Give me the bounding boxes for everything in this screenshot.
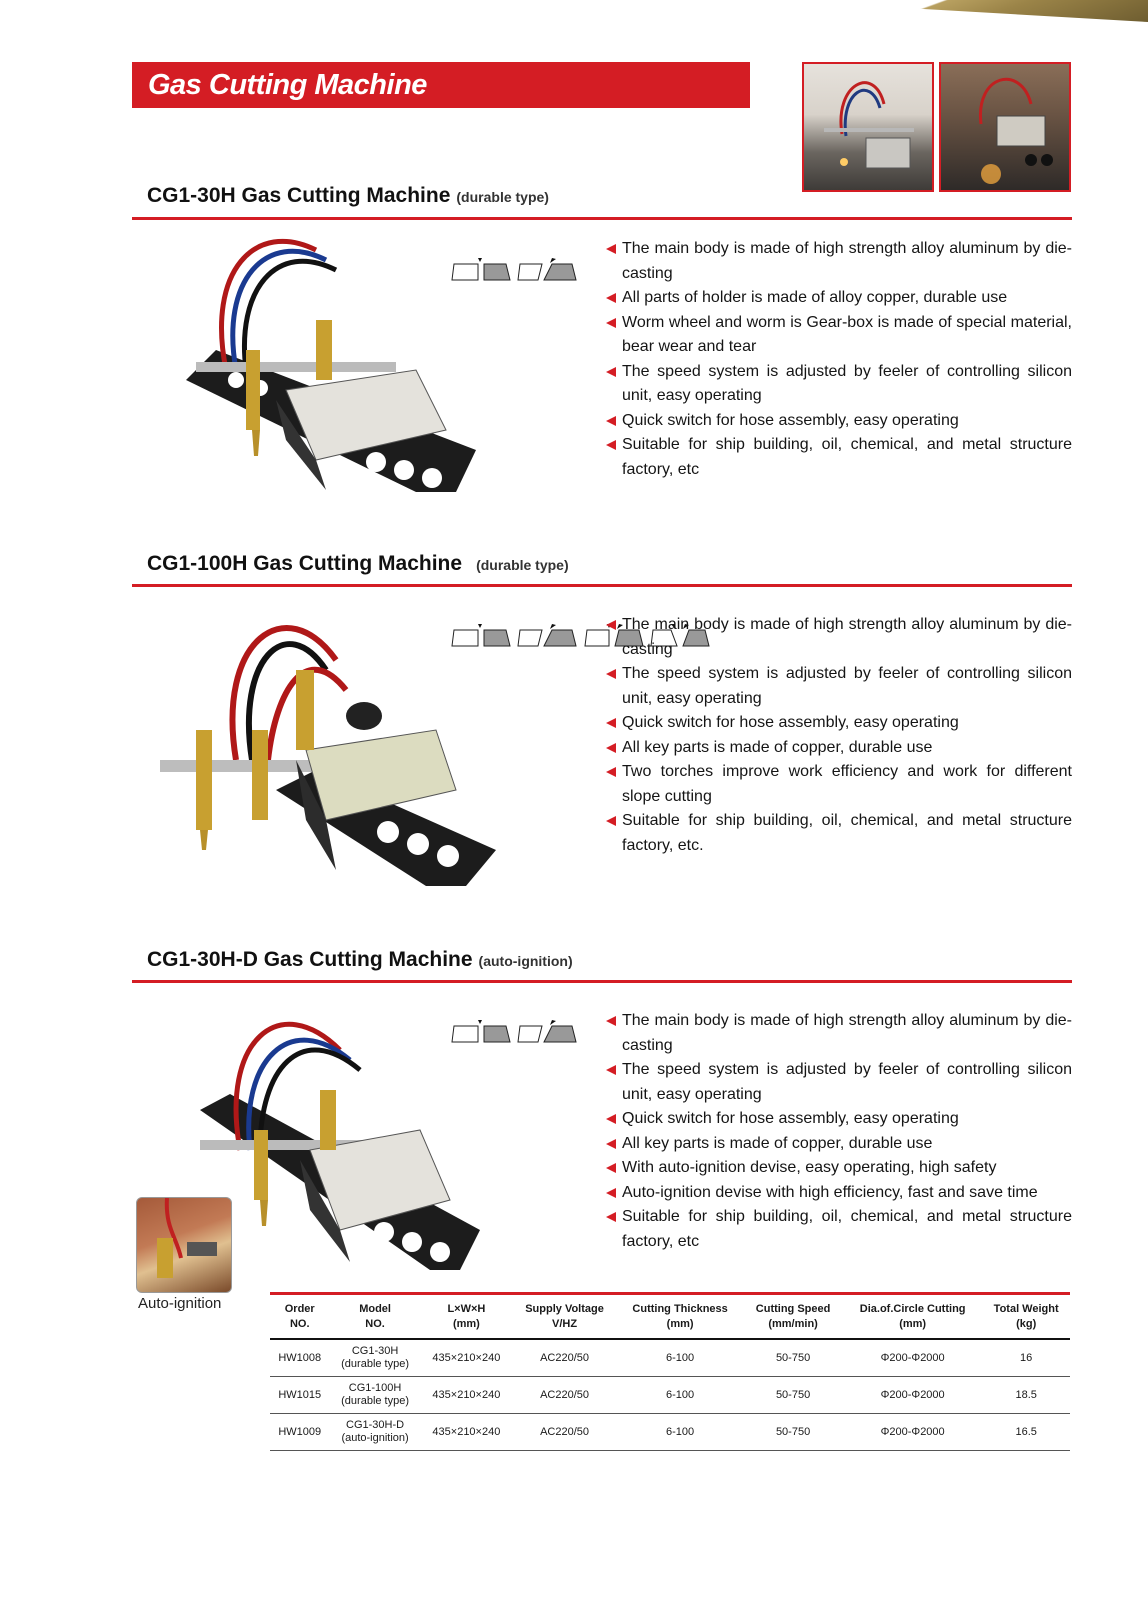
cell-order: HW1008 [270,1339,329,1377]
section-subtitle: (durable type) [456,189,549,205]
corner-decoration [768,0,1148,22]
cell-voltage: AC220/50 [512,1377,617,1414]
feature-item [606,662,1072,711]
feature-item [606,736,1072,761]
section-divider [132,980,1072,983]
feature-text: The speed system is adjusted by feeler of controlling silicon unit, easy operating [622,362,1072,404]
section-heading: CG1-30H-D Gas Cutting Machine [147,948,473,971]
feature-text: The main body is made of high strength alloy aluminum by die-casting [622,1012,1072,1054]
feature-item [606,360,1072,409]
cell-thickness: 6-100 [617,1339,743,1377]
feature-text: Quick switch for hose assembly, easy operating [622,411,959,429]
feature-text: Suitable for ship building, oil, chemical, and metal structure factory, etc. [622,812,1072,854]
cell-voltage: AC220/50 [512,1414,617,1451]
section-divider [132,217,1072,220]
cell-dims: 435×210×240 [421,1339,512,1377]
feature-text: The speed system is adjusted by feeler of controlling silicon unit, easy operating [622,665,1072,707]
section-divider [132,584,1072,587]
cell-model: CG1-30H-D (auto-ignition) [329,1414,420,1451]
feature-text: Suitable for ship building, oil, chemical, and metal structure factory, etc [622,1208,1072,1250]
cell-order: HW1015 [270,1377,329,1414]
feature-list-cg1-30h-d [606,1009,1072,1254]
feature-item [606,760,1072,809]
feature-text: All key parts is made of copper, durable use [622,738,933,756]
feature-text: Quick switch for hose assembly, easy operating [622,714,959,731]
auto-ignition-label: Auto-ignition [138,1295,222,1312]
feature-item [606,1205,1072,1254]
product-photo-1 [802,62,934,192]
cell-thickness: 6-100 [617,1414,743,1451]
cell-weight: 16 [982,1339,1070,1377]
section-heading: CG1-30H Gas Cutting Machine [147,184,451,207]
cell-weight: 16.5 [982,1414,1070,1451]
header-total-weight: Total Weight (kg) [993,1303,1059,1330]
feature-item [606,286,1072,311]
section-subtitle: (auto-ignition) [478,953,573,969]
header-cutting-thickness: Cutting Thickness (mm) [632,1303,728,1330]
feature-text: The speed system is adjusted by feeler of controlling silicon unit, easy operating [622,1061,1072,1103]
feature-text: Two torches improve work efficiency and work for different slope cutting [622,763,1072,805]
section-title-cg1-100h [147,552,569,576]
feature-item [606,1132,1072,1157]
feature-item [606,1058,1072,1107]
feature-item [606,409,1072,434]
cell-dims: 435×210×240 [421,1414,512,1451]
table-row [270,1339,1070,1377]
cell-circle: Φ200-Φ2000 [843,1339,982,1377]
product-photo-2 [939,62,1071,192]
feature-text: All parts of holder is made of alloy copper, durable use [622,289,1008,306]
feature-text: With auto-ignition devise, easy operating, high safety [622,1159,997,1176]
section-title-cg1-30h-d [147,948,573,972]
machine-image-cg1-30h-d [190,1000,490,1270]
cell-voltage: AC220/50 [512,1339,617,1377]
feature-item [606,1009,1072,1058]
feature-item [606,311,1072,360]
cell-speed: 50-750 [743,1414,843,1451]
feature-text: Quick switch for hose assembly, easy operating [622,1110,959,1127]
header-cutting-speed: Cutting Speed (mm/min) [755,1303,831,1330]
header-order-no: Order NO. [284,1303,315,1330]
feature-item [606,613,1072,662]
table-row [270,1377,1070,1414]
cell-weight: 18.5 [982,1377,1070,1414]
cell-order: HW1009 [270,1414,329,1451]
feature-text: The main body is made of high strength alloy aluminum by die-casting [622,240,1072,282]
feature-text: Auto-ignition devise with high efficiency, fast and save time [622,1183,1038,1201]
feature-item [606,1107,1072,1132]
cell-dims: 435×210×240 [421,1377,512,1414]
table-row [270,1414,1070,1451]
cell-circle: Φ200-Φ2000 [843,1377,982,1414]
feature-text: Suitable for ship building, oil, chemical, and metal structure factory, etc [622,436,1072,478]
bevel-cut-icon [516,624,578,648]
header-supply-voltage: Supply Voltage V/HZ [525,1303,604,1330]
feature-item [606,1156,1072,1181]
cut-type-icons-3 [450,1020,578,1061]
machine-image-cg1-100h [156,600,496,886]
cell-model: CG1-100H (durable type) [329,1377,420,1414]
feature-text: All key parts is made of copper, durable use [622,1134,933,1152]
cell-thickness: 6-100 [617,1377,743,1414]
feature-item [606,809,1072,858]
section-subtitle: (durable type) [476,557,569,573]
feature-item [606,1181,1072,1206]
straight-cut-icon [450,624,512,648]
feature-item [606,433,1072,482]
feature-list-cg1-30h [606,237,1072,482]
spec-table [270,1292,1070,1451]
header-dimensions: L×W×H (mm) [447,1303,486,1330]
feature-list-cg1-100h [606,613,1072,858]
straight-cut-icon [450,258,512,282]
page-title-bar [132,62,750,108]
page-title: Gas Cutting Machine [148,69,427,101]
bevel-cut-icon [516,258,578,282]
machine-image-cg1-30h [176,230,476,492]
feature-item [606,711,1072,736]
section-title-cg1-30h [147,184,549,208]
cell-speed: 50-750 [743,1377,843,1414]
bevel-cut-icon [516,1020,578,1044]
cut-type-icons-1 [450,258,578,299]
auto-ignition-photo [136,1197,232,1293]
cell-speed: 50-750 [743,1339,843,1377]
feature-text: Worm wheel and worm is Gear-box is made of special material, bear wear and tear [622,313,1072,355]
header-model-no: Model NO. [359,1303,391,1330]
section-heading: CG1-100H Gas Cutting Machine [147,552,463,575]
feature-text: The main body is made of high strength alloy aluminum by die-casting [622,616,1072,658]
feature-item [606,237,1072,286]
cell-model: CG1-30H (durable type) [329,1339,420,1377]
cell-circle: Φ200-Φ2000 [843,1414,982,1451]
straight-cut-icon [450,1020,512,1044]
spec-header-row [270,1294,1070,1340]
header-circle-cutting: Dia.of.Circle Cutting (mm) [859,1303,966,1330]
